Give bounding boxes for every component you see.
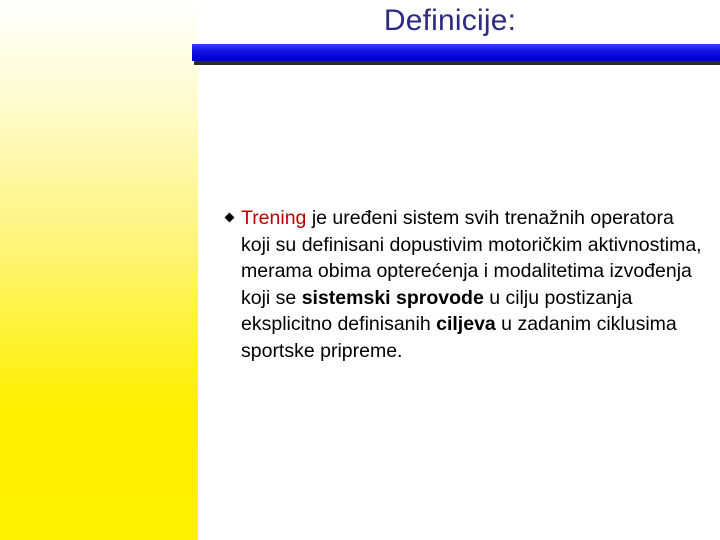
title-bar xyxy=(192,44,720,61)
slide-content xyxy=(222,205,702,364)
definition-term: Trening xyxy=(241,207,307,229)
slide-title: Definicije: xyxy=(383,4,517,37)
definition-text-part-1: je uređeni sistem svih trenažnih operatora koji su definisani dopustivim motoričkim aktivnostima, merama obima opterećenja i modalitetima izvođenja koji se xyxy=(241,207,702,309)
definition-text-part-3: u zadanim ciklusima sportske pripreme. xyxy=(241,313,677,362)
definition-bullet xyxy=(222,205,702,364)
diamond-bullet-icon xyxy=(225,213,235,223)
left-gradient-band xyxy=(0,0,198,540)
definition-emphasis-ciljeva: ciljeva xyxy=(436,313,496,335)
definition-text-part-2: u cilju postizanja eksplicitno definisanih xyxy=(241,286,633,335)
definition-emphasis-sistemski: sistemski sprovode xyxy=(301,286,484,309)
